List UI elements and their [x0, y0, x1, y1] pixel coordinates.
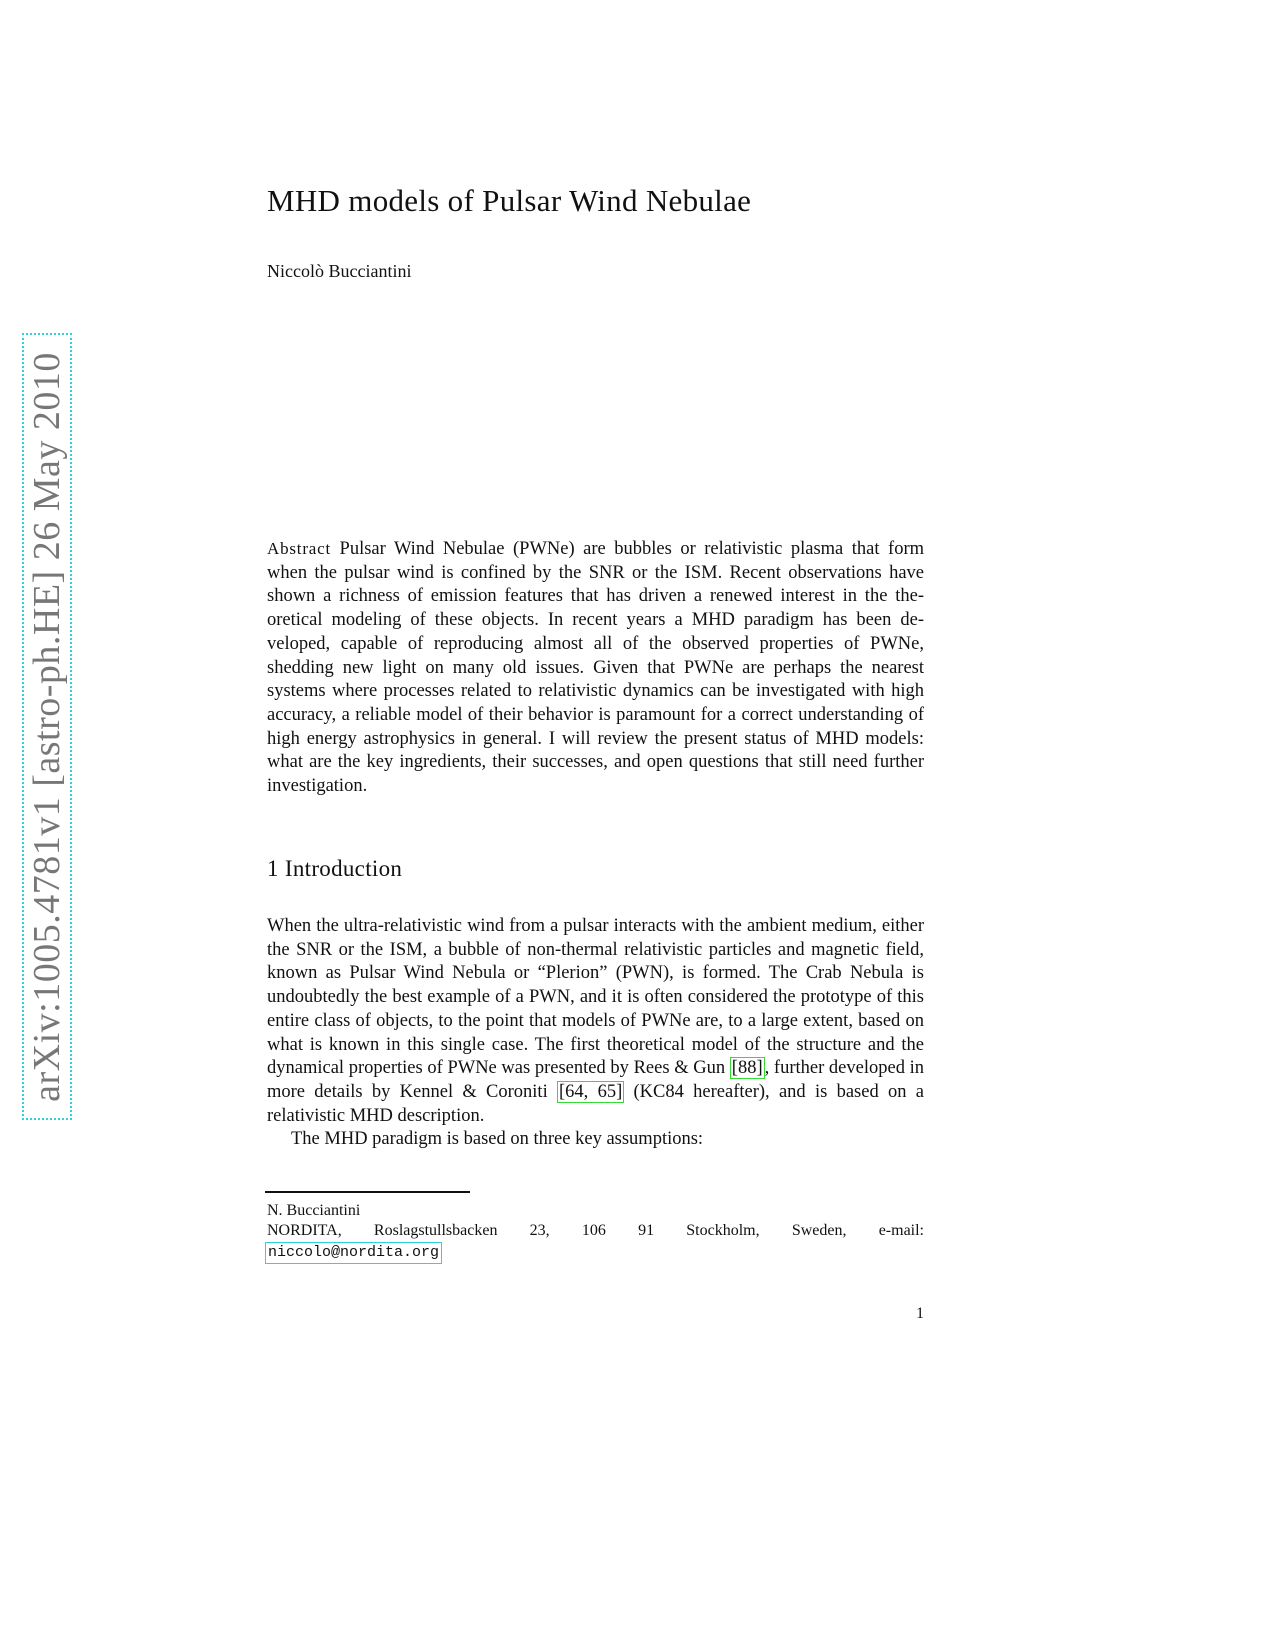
intro-paragraph-2: The MHD paradigm is based on three key assumptions: [291, 1129, 704, 1150]
affil-word: Roslagstullsbacken [373, 1222, 498, 1239]
affil-word: e-mail: [878, 1222, 924, 1239]
footnote [267, 1201, 924, 1264]
footnote-rule [265, 1191, 470, 1193]
intro-text-3: (KC84 hereafter), and is based on a relativistic MHD description. [267, 1081, 924, 1126]
abstract [267, 537, 924, 799]
author-name: Niccolò Bucciantini [267, 261, 412, 281]
intro-text-1: When the ultra-relativistic wind from a pulsar interacts with the ambient medium, either the SNR or the ISM, a bubble of non-thermal relativistic particles and magnetic field, known as Pulsar Wind Nebula or “Plerion” (PWN), is formed. The Crab Nebula is undoubtedly the best example of a PWN, and it is often considered the prototype of this entire class of objects, to the point that models of PWNe are, to a large extent, based on what is known in this single case. The first theoretical model of the structure and the dynamical properties of PWNe was presented by Rees & Gun [267, 916, 924, 1079]
section-title: Introduction [284, 856, 403, 881]
footnote-affiliation [267, 1221, 924, 1241]
section-number: 1 [267, 856, 279, 881]
affil-word: NORDITA, [267, 1222, 342, 1239]
arxiv-stamp[interactable] [22, 333, 72, 1120]
abstract-label: Abstract [267, 539, 331, 558]
affil-word: Sweden, [791, 1222, 847, 1239]
affil-word: Stockholm, [686, 1222, 760, 1239]
intro-text-2: , further developed in more details by Kennel & Coroniti [267, 1058, 924, 1102]
paper-title: MHD models of Pulsar Wind Nebulae [267, 183, 752, 218]
email-link[interactable]: niccolo@nordita.org [265, 1242, 442, 1264]
affil-word: 23, [529, 1222, 550, 1239]
affil-word: 91 [638, 1222, 655, 1239]
footnote-name: N. Bucciantini [267, 1202, 361, 1219]
abstract-text: Pulsar Wind Nebulae (PWNe) are bubbles or relativistic plasma that form when the pulsar wind is confined by the SNR or the ISM. Recent observations have shown a richness of emission features that has driven a renewed interest in the theoretical modeling of these objects. In recent years a MHD paradigm has been developed, capable of reproducing almost all of the observed properties of PWNe, shedding new light on many old issues. Given that PWNe are perhaps the nearest systems where processes related to relativistic dynamics can be investigated with high accuracy, a reliable model of their behavior is paramount for a correct understanding of high energy astrophysics in general. I will review the present status of MHD models: what are the key ingredients, their successes, and open questions that still need further investigation. [267, 539, 924, 797]
intro-paragraph-1 [267, 915, 924, 1128]
introduction-body [267, 915, 924, 1152]
citation-link-64-65[interactable]: [64, 65] [559, 1081, 623, 1102]
section-heading [267, 856, 924, 882]
affil-word: 106 [581, 1222, 606, 1239]
arxiv-stamp-text: arXiv:1005.4781v1 [astro-ph.HE] 26 May 2010 [26, 351, 68, 1102]
page-number: 1 [916, 1305, 924, 1322]
citation-link-88[interactable]: [88] [731, 1058, 763, 1079]
